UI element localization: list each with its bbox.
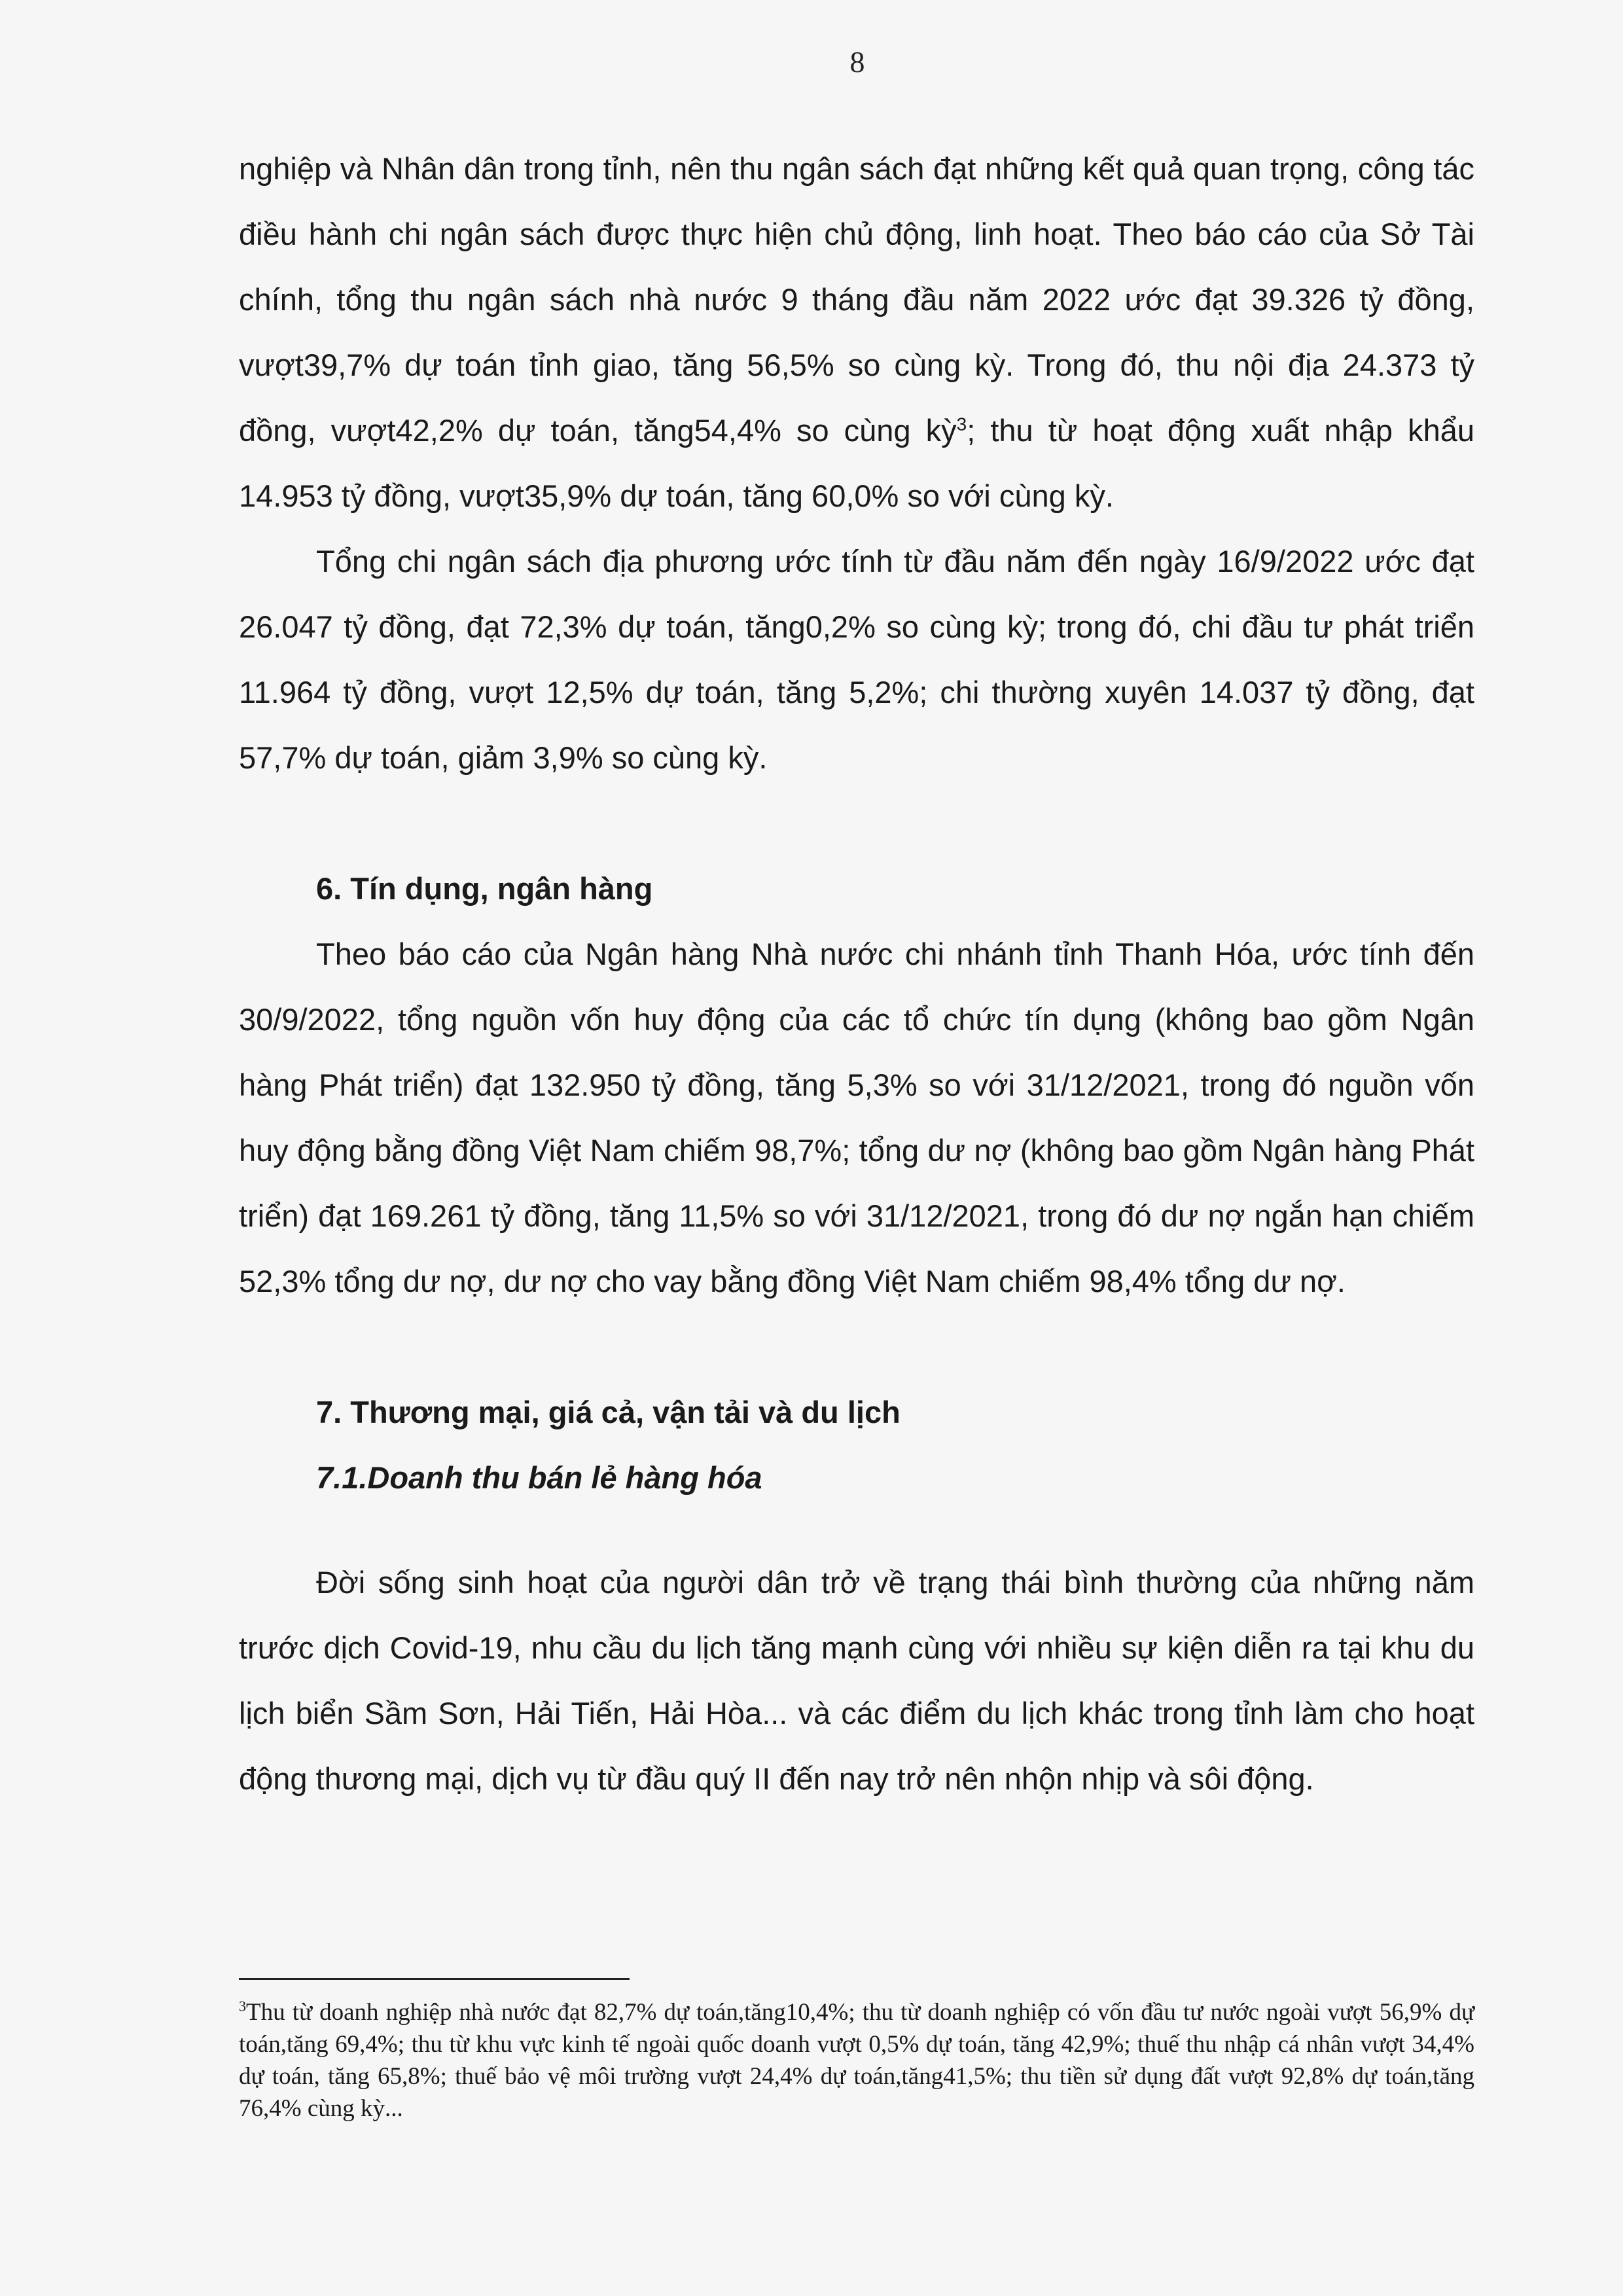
section-heading-credit-banking: 6. Tín dụng, ngân hàng (316, 871, 653, 906)
footnote-number: 3 (239, 1998, 246, 2015)
document-body (239, 136, 1474, 1812)
paragraph-budget-spending: Tổng chi ngân sách địa phương ước tính từ đầu năm đến ngày 16/9/2022 ước đạt 26.047 tỷ đồng, đạt 72,3% dự toán, tăng0,2% so cùng kỳ; trong đó, chi đầu tư phát triển 11.964 tỷ đồng, vượt 12,5% dự toán, tăng 5,2%; chi thường xuyên 14.037 tỷ đồng, đạt 57,7% dự toán, giảm 3,9% so cùng kỳ. (239, 544, 1474, 775)
footnote-divider (239, 1978, 630, 1980)
paragraph-text: ; thu từ hoạt động xuất nhập khẩu 14.953 tỷ đồng, vượt35,9% dự toán, tăng 60,0% so với cùng kỳ. (239, 413, 1474, 513)
footnote-reference[interactable]: 3 (956, 414, 967, 435)
paragraph-text: nghiệp và Nhân dân trong tỉnh, nên thu ngân sách đạt những kết quả quan trọng, công tác điều hành chi ngân sách được thực hiện chủ động, linh hoạt. Theo báo cáo của Sở Tài chính, tổng thu ngân sách nhà nước 9 tháng đầu năm 2022 ước đạt 39.326 tỷ đồng, vượt39,7% dự toán tỉnh giao, tăng 56,5% so cùng kỳ. Trong đó, thu nội địa 24.373 tỷ đồng, vượt42,2% dự toán, tăng54,4% so cùng kỳ (239, 151, 1474, 448)
footnote-text: Thu từ doanh nghiệp nhà nước đạt 82,7% dự toán,tăng10,4%; thu từ doanh nghiệp có vốn đầu tư nước ngoài vượt 56,9% dự toán,tăng 69,4%; thu từ khu vực kinh tế ngoài quốc doanh vượt 0,5% dự toán, tăng 42,9%; thuế thu nhập cá nhân vượt 34,4% dự toán, tăng 65,8%; thuế bảo vệ môi trường vượt 24,4% dự toán,tăng41,5%; thu tiền sử dụng đất vượt 92,8% dự toán,tăng 76,4% cùng kỳ... (239, 1999, 1474, 2122)
subsection-heading-retail: 7.1.Doanh thu bán lẻ hàng hóa (316, 1460, 762, 1495)
paragraph-retail: Đời sống sinh hoạt của người dân trở về trạng thái bình thường của những năm trước dịch Covid-19, nhu cầu du lịch tăng mạnh cùng với nhiều sự kiện diễn ra tại khu du lịch biển Sầm Sơn, Hải Tiến, Hải Hòa... và các điểm du lịch khác trong tỉnh làm cho hoạt động thương mại, dịch vụ từ đầu quý II đến nay trở nên nhộn nhịp và sôi động. (239, 1565, 1474, 1796)
paragraph-budget-revenue (239, 136, 1474, 529)
page-number: 8 (849, 45, 865, 79)
footnote (239, 1996, 1474, 2125)
section-heading-trade: 7. Thương mại, giá cả, vận tải và du lịch (316, 1395, 901, 1429)
paragraph-credit-banking: Theo báo cáo của Ngân hàng Nhà nước chi nhánh tỉnh Thanh Hóa, ước tính đến 30/9/2022, tổng nguồn vốn huy động của các tổ chức tín dụng (không bao gồm Ngân hàng Phát triển) đạt 132.950 tỷ đồng, tăng 5,3% so với 31/12/2021, trong đó nguồn vốn huy động bằng đồng Việt Nam chiếm 98,7%; tổng dư nợ (không bao gồm Ngân hàng Phát triển) đạt 169.261 tỷ đồng, tăng 11,5% so với 31/12/2021, trong đó dư nợ ngắn hạn chiếm 52,3% tổng dư nợ, dư nợ cho vay bằng đồng Việt Nam chiếm 98,4% tổng dư nợ. (239, 937, 1474, 1299)
